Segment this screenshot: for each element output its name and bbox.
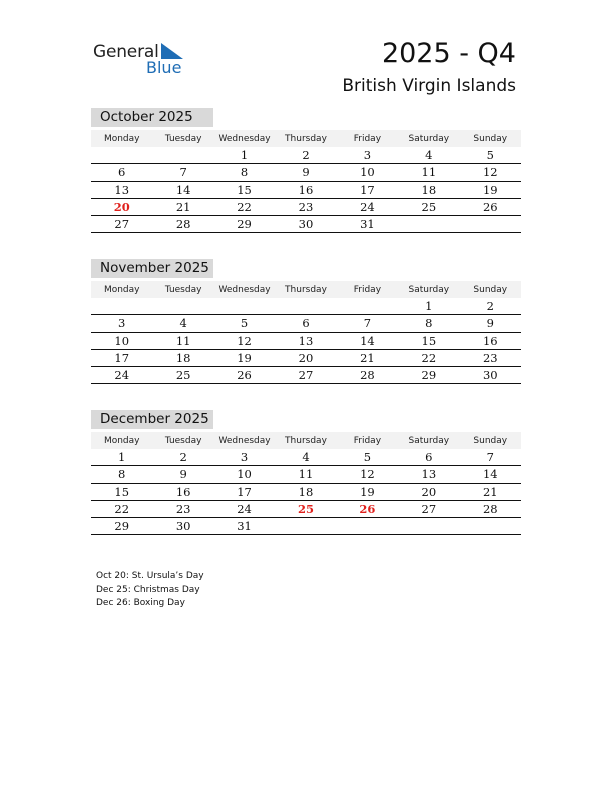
country-name: British Virgin Islands — [342, 76, 516, 96]
day-cell: 27 — [398, 500, 459, 517]
day-cell: 31 — [337, 216, 398, 233]
weekday-header: Thursday — [275, 281, 336, 298]
weekday-header: Wednesday — [214, 432, 275, 449]
day-cell: 1 — [91, 449, 152, 466]
day-cell: 6 — [275, 315, 336, 332]
weekday-header: Saturday — [398, 281, 459, 298]
week-row — [91, 147, 521, 164]
day-cell: 13 — [91, 181, 152, 198]
day-cell: 11 — [275, 466, 336, 483]
day-cell: 30 — [460, 367, 521, 384]
day-cell: 5 — [214, 315, 275, 332]
empty-day-cell — [398, 216, 459, 233]
day-cell: 26 — [214, 367, 275, 384]
day-cell: 28 — [460, 500, 521, 517]
day-cell: 29 — [91, 518, 152, 535]
day-cell: 16 — [275, 181, 336, 198]
day-cell: 26 — [337, 500, 398, 517]
day-cell: 22 — [214, 198, 275, 215]
day-cell: 29 — [214, 216, 275, 233]
month-title: November 2025 — [91, 259, 213, 278]
weekday-header: Friday — [337, 432, 398, 449]
day-cell: 9 — [275, 164, 336, 181]
week-row — [91, 483, 521, 500]
day-cell: 10 — [91, 332, 152, 349]
day-cell: 4 — [152, 315, 213, 332]
weekday-header: Monday — [91, 130, 152, 147]
day-cell: 23 — [275, 198, 336, 215]
day-cell: 28 — [152, 216, 213, 233]
weekday-header: Monday — [91, 281, 152, 298]
day-cell: 7 — [337, 315, 398, 332]
empty-day-cell — [398, 518, 459, 535]
empty-day-cell — [460, 518, 521, 535]
day-cell: 15 — [398, 332, 459, 349]
day-cell: 17 — [214, 483, 275, 500]
day-cell: 14 — [337, 332, 398, 349]
weekday-header: Tuesday — [152, 281, 213, 298]
day-cell: 3 — [337, 147, 398, 164]
week-row — [91, 449, 521, 466]
empty-day-cell — [460, 216, 521, 233]
day-cell: 7 — [460, 449, 521, 466]
day-cell: 23 — [460, 349, 521, 366]
empty-day-cell — [214, 298, 275, 315]
holiday-note: Dec 25: Christmas Day — [96, 584, 200, 595]
day-cell: 5 — [460, 147, 521, 164]
day-cell: 25 — [275, 500, 336, 517]
day-cell: 28 — [337, 367, 398, 384]
day-cell: 29 — [398, 367, 459, 384]
weekday-header: Wednesday — [214, 130, 275, 147]
page-title: 2025 - Q4 — [381, 38, 516, 69]
day-cell: 16 — [152, 483, 213, 500]
week-row — [91, 315, 521, 332]
day-cell: 11 — [398, 164, 459, 181]
empty-day-cell — [337, 518, 398, 535]
day-cell: 14 — [460, 466, 521, 483]
day-cell: 12 — [214, 332, 275, 349]
day-cell: 7 — [152, 164, 213, 181]
weekday-header: Monday — [91, 432, 152, 449]
holiday-note: Oct 20: St. Ursula’s Day — [96, 571, 204, 581]
day-cell: 8 — [398, 315, 459, 332]
weekday-header: Sunday — [460, 432, 521, 449]
weekday-header: Friday — [337, 281, 398, 298]
day-cell: 18 — [398, 181, 459, 198]
day-cell: 20 — [275, 349, 336, 366]
day-cell: 25 — [398, 198, 459, 215]
day-cell: 30 — [275, 216, 336, 233]
day-cell: 12 — [337, 466, 398, 483]
day-cell: 27 — [275, 367, 336, 384]
weekday-header: Thursday — [275, 130, 336, 147]
week-row — [91, 164, 521, 181]
day-cell: 31 — [214, 518, 275, 535]
day-cell: 18 — [275, 483, 336, 500]
day-cell: 10 — [214, 466, 275, 483]
weekday-header: Thursday — [275, 432, 336, 449]
day-cell: 2 — [152, 449, 213, 466]
month-title: December 2025 — [91, 410, 213, 429]
month-december — [91, 410, 521, 535]
day-cell: 1 — [398, 298, 459, 315]
weekday-header: Sunday — [460, 130, 521, 147]
day-cell: 15 — [91, 483, 152, 500]
empty-day-cell — [152, 298, 213, 315]
day-cell: 17 — [337, 181, 398, 198]
weekday-header: Tuesday — [152, 432, 213, 449]
empty-day-cell — [91, 147, 152, 164]
day-cell: 14 — [152, 181, 213, 198]
day-cell: 10 — [337, 164, 398, 181]
week-row — [91, 198, 521, 215]
day-cell: 26 — [460, 198, 521, 215]
day-cell: 13 — [275, 332, 336, 349]
day-cell: 27 — [91, 216, 152, 233]
empty-day-cell — [152, 147, 213, 164]
day-cell: 23 — [152, 500, 213, 517]
day-cell: 24 — [91, 367, 152, 384]
logo-general-text: General — [93, 42, 159, 62]
logo-triangle-icon — [161, 43, 183, 59]
weekday-header: Friday — [337, 130, 398, 147]
day-cell: 9 — [460, 315, 521, 332]
day-cell: 15 — [214, 181, 275, 198]
day-cell: 16 — [460, 332, 521, 349]
day-cell: 19 — [337, 483, 398, 500]
empty-day-cell — [337, 298, 398, 315]
day-cell: 4 — [275, 449, 336, 466]
day-cell: 13 — [398, 466, 459, 483]
empty-day-cell — [91, 298, 152, 315]
week-row — [91, 298, 521, 315]
day-cell: 25 — [152, 367, 213, 384]
day-cell: 6 — [91, 164, 152, 181]
week-row — [91, 500, 521, 517]
day-cell: 21 — [337, 349, 398, 366]
logo-blue-text: Blue — [146, 58, 182, 77]
day-cell: 1 — [214, 147, 275, 164]
week-row — [91, 216, 521, 233]
week-row — [91, 349, 521, 366]
day-cell: 2 — [460, 298, 521, 315]
day-cell: 9 — [152, 466, 213, 483]
weekday-header: Saturday — [398, 432, 459, 449]
day-cell: 22 — [91, 500, 152, 517]
empty-day-cell — [275, 518, 336, 535]
week-row — [91, 332, 521, 349]
day-cell: 19 — [460, 181, 521, 198]
weekday-header: Wednesday — [214, 281, 275, 298]
day-cell: 2 — [275, 147, 336, 164]
month-october — [91, 108, 521, 233]
day-cell: 5 — [337, 449, 398, 466]
day-cell: 24 — [337, 198, 398, 215]
calendar-table — [91, 130, 521, 233]
day-cell: 8 — [214, 164, 275, 181]
day-cell: 6 — [398, 449, 459, 466]
holiday-notes — [96, 570, 204, 611]
month-november — [91, 259, 521, 384]
day-cell: 21 — [460, 483, 521, 500]
week-row — [91, 181, 521, 198]
day-cell: 22 — [398, 349, 459, 366]
day-cell: 20 — [91, 198, 152, 215]
calendar-table — [91, 432, 521, 535]
day-cell: 19 — [214, 349, 275, 366]
week-row — [91, 367, 521, 384]
generalblue-logo — [93, 42, 193, 78]
holiday-note: Dec 26: Boxing Day — [96, 598, 185, 608]
calendar-table — [91, 281, 521, 384]
day-cell: 3 — [91, 315, 152, 332]
day-cell: 24 — [214, 500, 275, 517]
day-cell: 12 — [460, 164, 521, 181]
day-cell: 4 — [398, 147, 459, 164]
day-cell: 3 — [214, 449, 275, 466]
day-cell: 8 — [91, 466, 152, 483]
week-row — [91, 518, 521, 535]
day-cell: 21 — [152, 198, 213, 215]
weekday-header: Tuesday — [152, 130, 213, 147]
empty-day-cell — [275, 298, 336, 315]
weekday-header: Sunday — [460, 281, 521, 298]
weekday-header: Saturday — [398, 130, 459, 147]
day-cell: 17 — [91, 349, 152, 366]
week-row — [91, 466, 521, 483]
day-cell: 30 — [152, 518, 213, 535]
month-title: October 2025 — [91, 108, 213, 127]
day-cell: 20 — [398, 483, 459, 500]
day-cell: 11 — [152, 332, 213, 349]
day-cell: 18 — [152, 349, 213, 366]
